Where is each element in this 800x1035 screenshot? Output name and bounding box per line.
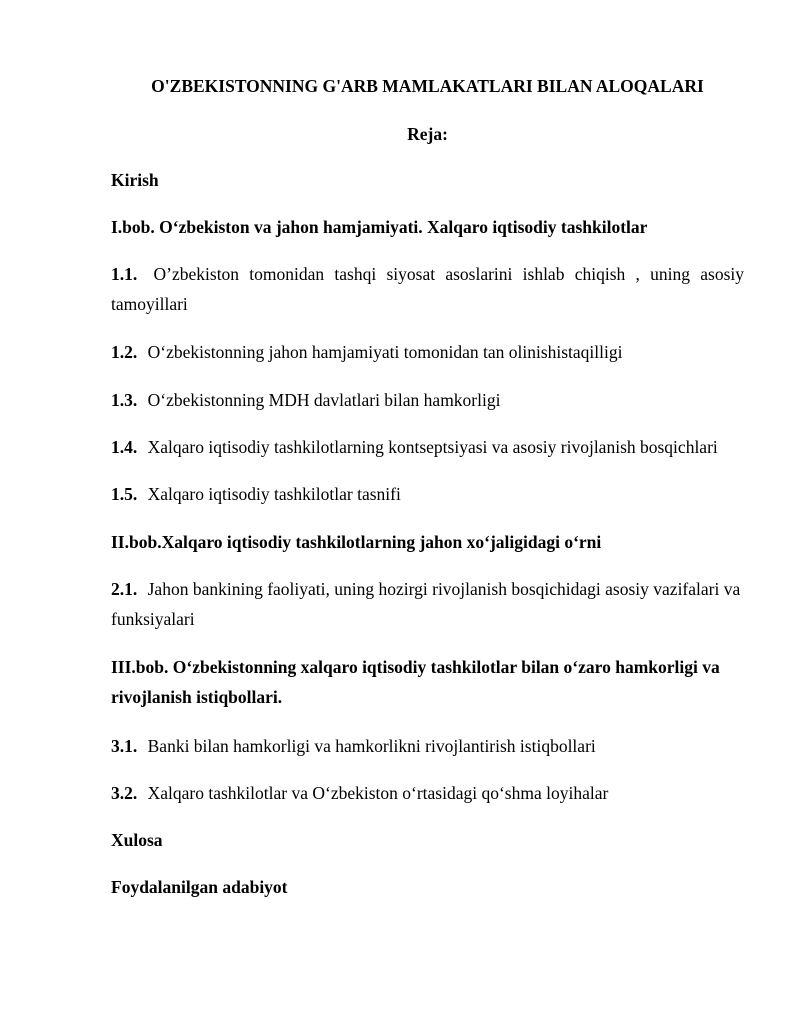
toc-item-number: 3.1. (111, 736, 138, 756)
toc-item-number: 1.3. (111, 390, 138, 410)
chapter3-heading: III.bob. O‘zbekistonning xalqaro iqtisodiy tashkilotlar bilan o‘zaro hamkorligi va rivojlanish istiqbollari. (111, 657, 720, 707)
toc-item-text: Xalqaro tashkilotlar va O‘zbekiston o‘rtasidagi qo‘shma loyihalar (147, 783, 609, 803)
document-title: O'ZBEKISTONNING G'ARB MAMLAKATLARI BILAN ALOQALARI (151, 76, 704, 96)
toc-item-text: O‘zbekistonning MDH davlatlari bilan hamkorligi (147, 390, 501, 410)
toc-item-number: 1.2. (111, 342, 138, 362)
toc-item-1-5 (111, 479, 744, 509)
toc-item-text: Banki bilan hamkorligi va hamkorlikni rivojlantirish istiqbollari (147, 736, 596, 756)
toc-item-text: Xalqaro iqtisodiy tashkilotlarning kontseptsiyasi va asosiy rivojlanish bosqichlari (147, 437, 718, 457)
plan-label: Reja: (407, 124, 448, 144)
toc-item-text: Jahon bankining faoliyati, uning hozirgi rivojlanish bosqichidagi asosiy vazifalari va funksiyalari (111, 579, 741, 629)
toc-item-1-4 (111, 432, 744, 462)
toc-item-3-2 (111, 778, 744, 808)
toc-item-number: 1.4. (111, 437, 138, 457)
toc-item-2-1 (111, 574, 744, 634)
toc-item-text: Xalqaro iqtisodiy tashkilotlar tasnifi (147, 484, 401, 504)
toc-item-number: 1.5. (111, 484, 138, 504)
intro-heading: Kirish (111, 170, 159, 190)
toc-item-number: 1.1. (111, 264, 138, 284)
toc-item-number: 3.2. (111, 783, 138, 803)
toc-item-text: O’zbekiston tomonidan tashqi siyosat asoslarini ishlab chiqish , uning asosiy tamoyillari (111, 264, 745, 314)
toc-item-text: O‘zbekistonning jahon hamjamiyati tomonidan tan olinishistaqilligi (147, 342, 623, 362)
references-heading: Foydalanilgan adabiyot (111, 877, 288, 897)
toc-item-3-1 (111, 731, 744, 761)
conclusion-heading: Xulosa (111, 830, 163, 850)
toc-item-1-3 (111, 385, 744, 415)
toc-item-1-2 (111, 337, 744, 367)
chapter2-heading: II.bob.Xalqaro iqtisodiy tashkilotlarning jahon xo‘jaligidagi o‘rni (111, 532, 602, 552)
toc-item-number: 2.1. (111, 579, 138, 599)
chapter1-heading: I.bob. O‘zbekiston va jahon hamjamiyati. Xalqaro iqtisodiy tashkilotlar (111, 217, 648, 237)
toc-item-1-1 (111, 259, 744, 319)
